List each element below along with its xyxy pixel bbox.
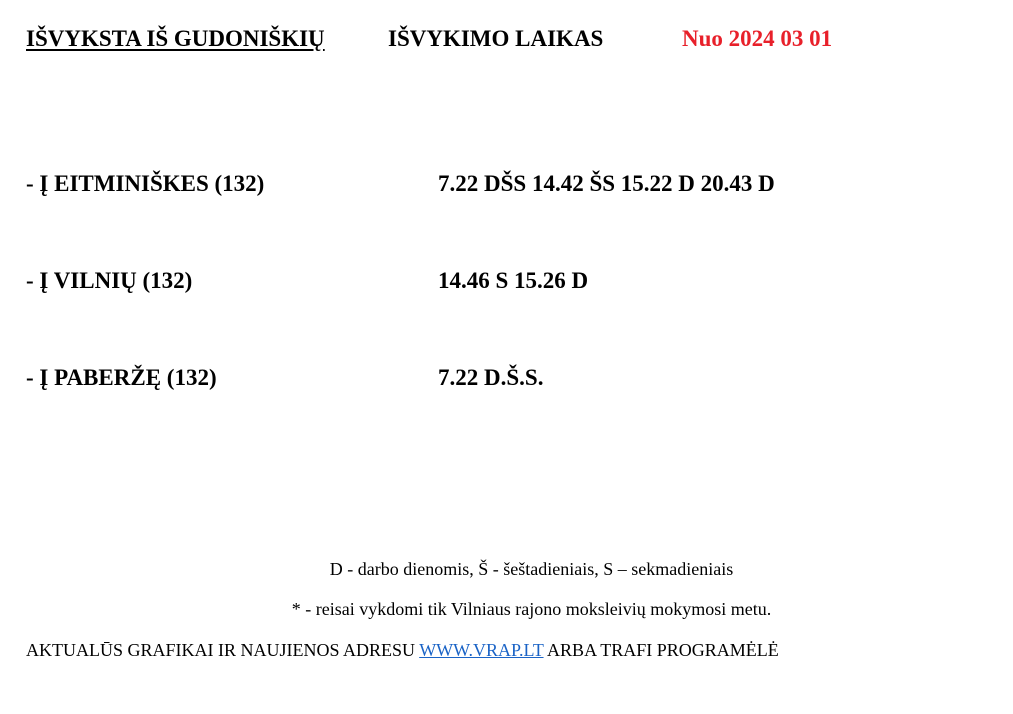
route-destination: - Į VILNIŲ (132) bbox=[26, 268, 193, 293]
route-row bbox=[26, 268, 986, 298]
effective-date: Nuo 2024 03 01 bbox=[682, 26, 833, 51]
departure-origin-title: IŠVYKSTA IŠ GUDONIŠKIŲ bbox=[26, 26, 325, 51]
route-times: 14.46 S 15.26 D bbox=[438, 268, 589, 293]
footer-text-before-link: AKTUALŪS GRAFIKAI IR NAUJIENOS ADRESU bbox=[26, 640, 420, 660]
route-times: 7.22 D.Š.S. bbox=[438, 365, 544, 390]
footer-text-after-link: ARBA TRAFI PROGRAMĖLĖ bbox=[543, 640, 779, 660]
departure-time-heading: IŠVYKIMO LAIKAS bbox=[388, 26, 604, 51]
route-row bbox=[26, 365, 986, 395]
day-legend: D - darbo dienomis, Š - šeštadieniais, S – sekmadieniais bbox=[329, 559, 734, 579]
route-destination: - Į PABERŽĘ (132) bbox=[26, 365, 217, 390]
website-link[interactable]: WWW.VRAP.LT bbox=[419, 640, 544, 660]
route-destination: - Į EITMINIŠKES (132) bbox=[26, 171, 265, 196]
route-times: 7.22 DŠS 14.42 ŠS 15.22 D 20.43 D bbox=[438, 171, 775, 196]
route-row bbox=[26, 171, 986, 201]
school-term-note: * - reisai vykdomi tik Vilniaus rajono moksleivių mokymosi metu. bbox=[291, 599, 772, 619]
footer-info bbox=[26, 640, 779, 661]
